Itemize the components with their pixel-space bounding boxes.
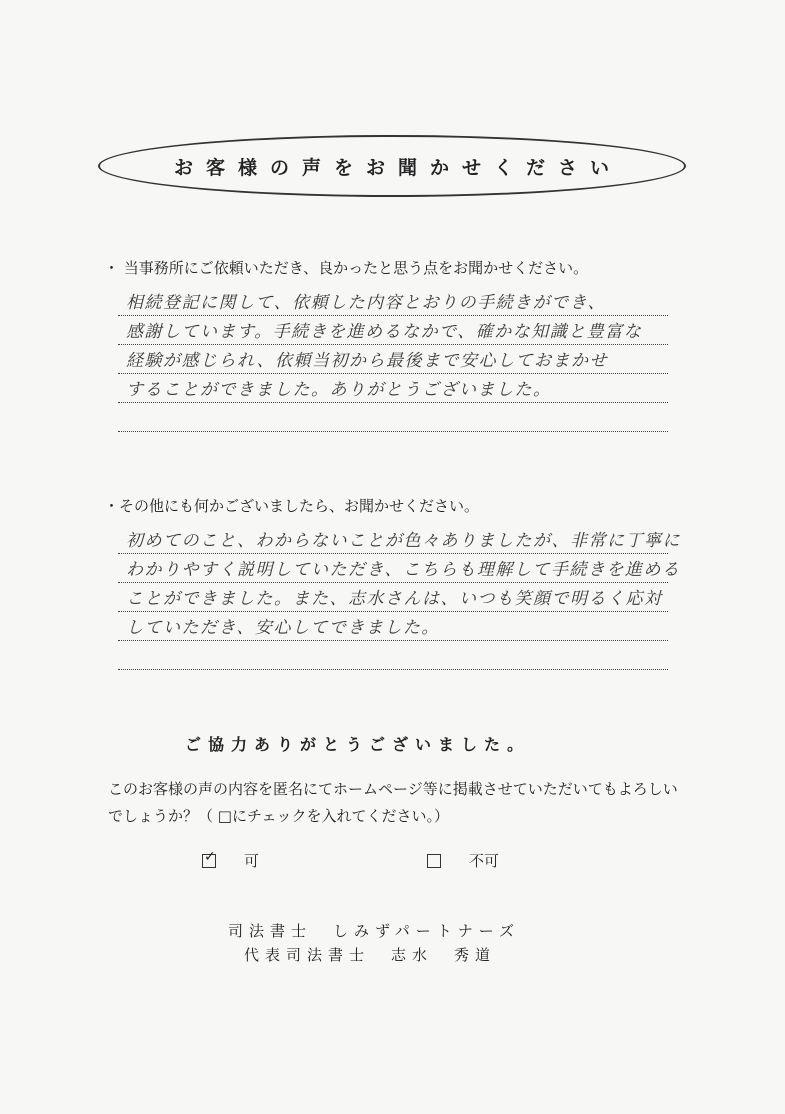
- answer-text: 経験が感じられ、依頼当初から最後まで安心しておまかせ: [126, 351, 609, 371]
- checkbox-deny[interactable]: [427, 854, 441, 868]
- answer-text: することができました。ありがとうございました。: [126, 380, 552, 400]
- answer-text: していただき、安心してできました。: [126, 618, 440, 638]
- answer-text: 相続登記に関して、依頼した内容とおりの手続きができ、: [126, 293, 606, 313]
- option-allow[interactable]: [202, 850, 259, 871]
- answer-line: [118, 374, 668, 403]
- question-1-label: ・ 当事務所にご依頼いただき、良かったと思う点をお聞かせください。: [104, 259, 589, 277]
- answer-text: 初めてのこと、わからないことが色々ありましたが、非常に丁寧に: [126, 531, 681, 551]
- answer-2: [118, 525, 681, 670]
- answer-line: [118, 641, 668, 670]
- consent-question: このお客様の声の内容を匿名にてホームページ等に掲載させていただいてもよろしいでしょうか？（ □にチェックを入れてください。）: [108, 780, 678, 825]
- answer-text: 感謝しています。手続きを進めるなかで、確かな知識と豊富な: [126, 322, 643, 342]
- answer-line: [118, 583, 668, 612]
- option-allow-label: 可: [244, 852, 260, 870]
- check-icon: ✓: [204, 848, 216, 865]
- option-deny[interactable]: [427, 850, 499, 871]
- checkbox-allow[interactable]: [202, 848, 216, 868]
- page-title: お客様の声をお聞かせください: [173, 156, 622, 179]
- title-oval: [98, 135, 686, 197]
- answer-line: [118, 345, 668, 374]
- answer-line: [118, 525, 681, 554]
- answer-text: ことができました。また、志水さんは、いつも笑顔で明るく応対: [126, 589, 663, 609]
- office-name: 司法書士 しみずパートナーズ: [228, 922, 521, 940]
- answer-line: [118, 403, 668, 432]
- answer-line: [118, 612, 668, 641]
- thanks-message: ご協力ありがとうございました。: [185, 735, 531, 754]
- question-2-label: ・その他にも何かございましたら、お聞かせください。: [104, 497, 480, 515]
- option-deny-label: 不可: [469, 852, 500, 870]
- answer-line: [118, 554, 681, 583]
- answer-1: [118, 287, 668, 432]
- representative-name: 代表司法書士 志水 秀道: [244, 946, 497, 964]
- answer-text: わかりやすく説明していただき、こちらも理解して手続きを進める: [126, 560, 681, 580]
- answer-line: [118, 287, 668, 316]
- answer-line: [118, 316, 668, 345]
